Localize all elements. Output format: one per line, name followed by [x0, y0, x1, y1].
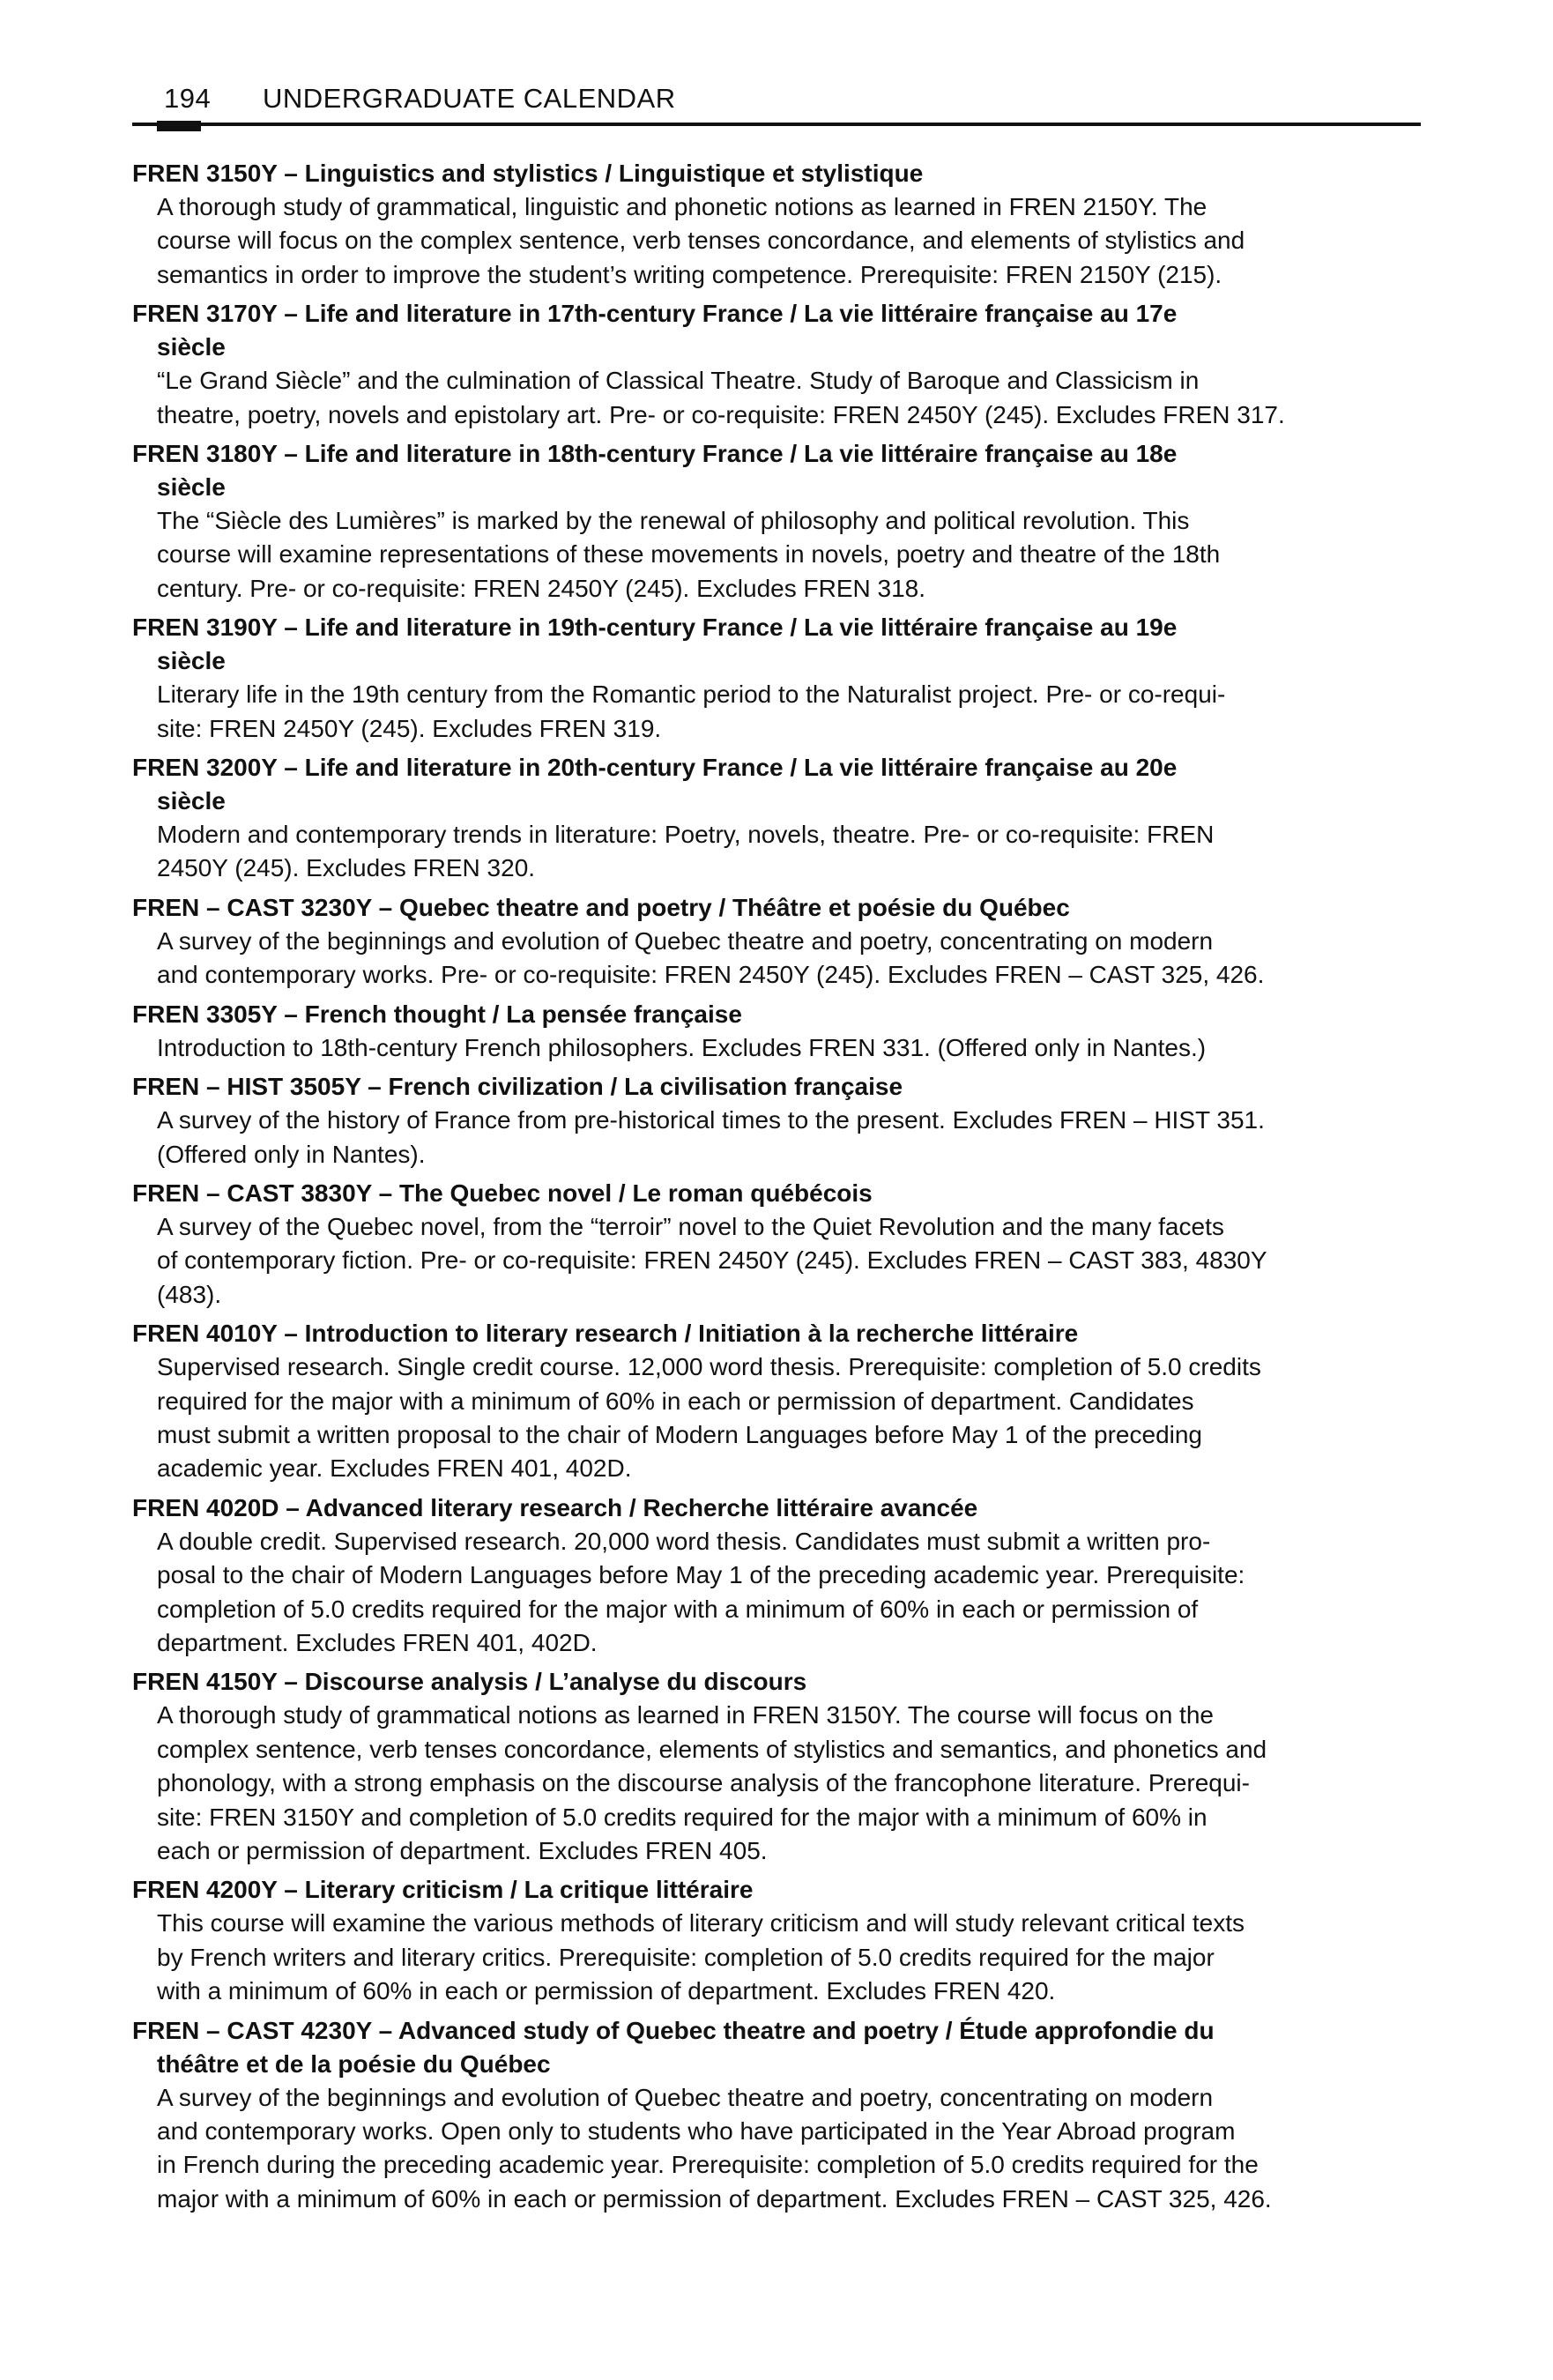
course-entry: [132, 2014, 1421, 2217]
course-description-line: major with a minimum of 60% in each or permission of department. Excludes FREN – CAST 325, 426.: [157, 2184, 1272, 2213]
course-entry: [132, 1317, 1421, 1486]
course-title-line: siècle: [157, 333, 226, 361]
course-title-line: FREN 3170Y – Life and literature in 17th-century France / La vie littéraire française au 17e: [132, 300, 1178, 328]
course-description-line: academic year. Excludes FREN 401, 402D.: [157, 1454, 632, 1483]
course-entry: [132, 157, 1421, 292]
course-description: [132, 364, 1421, 432]
course-description-line: completion of 5.0 credits required for the major with a minimum of 60% in each or permission of: [157, 1595, 1199, 1623]
course-description-line: required for the major with a minimum of 60% in each or permission of department. Candidates: [157, 1387, 1194, 1415]
course-description: [132, 1350, 1421, 1486]
course-description-line: site: FREN 2450Y (245). Excludes FREN 319.: [157, 714, 662, 742]
course-description-line: with a minimum of 60% in each or permission of department. Excludes FREN 420.: [157, 1977, 1056, 2005]
course-title-line: FREN – CAST 3830Y – The Quebec novel / Le roman québécois: [132, 1179, 873, 1207]
course-description: [132, 678, 1421, 746]
course-entry: [132, 1873, 1421, 2008]
course-title-line: siècle: [157, 473, 226, 502]
course-entry: [132, 891, 1421, 993]
course-description-line: Introduction to 18th-century French philosophers. Excludes FREN 331. (Offered only in Nantes.): [157, 1033, 1207, 1061]
course-title-line: FREN 4200Y – Literary criticism / La critique littéraire: [132, 1876, 754, 1904]
course-title-line: siècle: [157, 787, 226, 815]
course-title-line: FREN – CAST 3230Y – Quebec theatre and poetry / Théâtre et poésie du Québec: [132, 893, 1070, 921]
course-entry: [132, 1665, 1421, 1868]
course-title: [132, 1177, 1421, 1210]
course-description-line: century. Pre- or co-requisite: FREN 2450Y (245). Excludes FREN 318.: [157, 574, 925, 602]
course-description-line: each or permission of department. Excludes FREN 405.: [157, 1837, 768, 1864]
course-entry: [132, 437, 1421, 606]
course-description-line: and contemporary works. Open only to students who have participated in the Year Abroad program: [157, 2117, 1236, 2146]
course-title-line: FREN 3180Y – Life and literature in 18th-century France / La vie littéraire française au 18e: [132, 440, 1178, 468]
course-list: [132, 157, 1421, 2221]
course-entry: [132, 611, 1421, 746]
course-title-line: FREN 4020D – Advanced literary research / Recherche littéraire avancée: [132, 1493, 978, 1521]
course-description-line: in French during the preceding academic year. Prerequisite: completion of 5.0 credits required for the: [157, 2151, 1259, 2179]
course-description: [132, 1525, 1421, 1661]
page-header: [132, 81, 1421, 134]
course-title-line: FREN 3200Y – Life and literature in 20th-century France / La vie littéraire française au 20e: [132, 754, 1178, 782]
course-description-line: posal to the chair of Modern Languages before May 1 of the preceding academic year. Prerequisite:: [157, 1561, 1245, 1589]
course-title-line: FREN 3305Y – French thought / La pensée française: [132, 1000, 742, 1028]
course-description: [132, 2081, 1421, 2217]
course-description: [132, 1031, 1421, 1065]
course-description-line: course will focus on the complex sentence, verb tenses concordance, and elements of stylistics and: [157, 227, 1245, 255]
course-description: [132, 818, 1421, 886]
header-rule: [132, 123, 1421, 126]
course-title-line: FREN – CAST 4230Y – Advanced study of Quebec theatre and poetry / Étude approfondie du: [132, 2016, 1215, 2044]
course-description-line: A double credit. Supervised research. 20,000 word thesis. Candidates must submit a written pro-: [157, 1527, 1211, 1555]
course-description-line: This course will examine the various methods of literary criticism and will study relevant critical texts: [157, 1909, 1245, 1937]
course-title: [132, 751, 1421, 818]
course-description-line: The “Siècle des Lumières” is marked by the renewal of philosophy and political revolution. This: [157, 507, 1190, 535]
course-description-line: A survey of the beginnings and evolution of Quebec theatre and poetry, concentrating on modern: [157, 2083, 1214, 2111]
running-title: UNDERGRADUATE CALENDAR: [263, 83, 676, 114]
course-title: [132, 891, 1421, 925]
course-description-line: 2450Y (245). Excludes FREN 320.: [157, 854, 536, 882]
course-description: [132, 925, 1421, 993]
course-entry: [132, 297, 1421, 432]
course-description-line: course will examine representations of these movements in novels, poetry and theatre of the 18th: [157, 540, 1221, 569]
course-entry: [132, 1177, 1421, 1312]
page-number: 194: [164, 83, 212, 114]
course-description: [132, 190, 1421, 292]
course-title: [132, 998, 1421, 1031]
course-description-line: “Le Grand Siècle” and the culmination of Classical Theatre. Study of Baroque and Classicism in: [157, 367, 1200, 395]
course-entry: [132, 1491, 1421, 1661]
course-title: [132, 437, 1421, 504]
course-description-line: site: FREN 3150Y and completion of 5.0 credits required for the major with a minimum of 60% in: [157, 1803, 1207, 1831]
course-title-line: siècle: [157, 647, 226, 675]
course-description-line: department. Excludes FREN 401, 402D.: [157, 1628, 598, 1656]
course-description: [132, 1699, 1421, 1868]
course-title: [132, 1491, 1421, 1525]
course-description-line: Literary life in the 19th century from the Romantic period to the Naturalist project. Pre- or co-requi-: [157, 681, 1226, 709]
course-description-line: of contemporary fiction. Pre- or co-requisite: FREN 2450Y (245). Excludes FREN – CAST 383, 4830Y: [157, 1246, 1267, 1275]
course-title: [132, 1873, 1421, 1907]
course-description-line: A thorough study of grammatical, linguistic and phonetic notions as learned in FREN 2150Y. The: [157, 193, 1207, 220]
course-title: [132, 1070, 1421, 1104]
course-description-line: by French writers and literary critics. Prerequisite: completion of 5.0 credits required for the major: [157, 1943, 1215, 1971]
header-tab-marker: [157, 121, 201, 131]
course-description-line: must submit a written proposal to the chair of Modern Languages before May 1 of the preceding: [157, 1420, 1203, 1448]
course-description-line: Modern and contemporary trends in literature: Poetry, novels, theatre. Pre- or co-requisite: FREN: [157, 821, 1215, 849]
course-title: [132, 611, 1421, 678]
course-description-line: A thorough study of grammatical notions as learned in FREN 3150Y. The course will focus on the: [157, 1701, 1214, 1729]
course-entry: [132, 751, 1421, 886]
course-description: [132, 504, 1421, 606]
course-description-line: semantics in order to improve the student’s writing competence. Prerequisite: FREN 2150Y (215).: [157, 260, 1222, 288]
course-description-line: Supervised research. Single credit course. 12,000 word thesis. Prerequisite: completion of 5.0 credits: [157, 1353, 1261, 1381]
course-title-line: FREN 4150Y – Discourse analysis / L’analyse du discours: [132, 1668, 807, 1696]
course-description: [132, 1907, 1421, 2008]
course-description-line: (Offered only in Nantes).: [157, 1140, 426, 1168]
course-title: [132, 1317, 1421, 1350]
course-title-line: FREN 4010Y – Introduction to literary research / Initiation à la recherche littéraire: [132, 1320, 1079, 1348]
course-description-line: A survey of the history of France from pre-historical times to the present. Excludes FREN – HIST 351.: [157, 1106, 1265, 1134]
course-description-line: theatre, poetry, novels and epistolary art. Pre- or co-requisite: FREN 2450Y (245). Excludes FREN 317.: [157, 400, 1285, 428]
course-description-line: phonology, with a strong emphasis on the discourse analysis of the francophone literature. Prerequi-: [157, 1769, 1250, 1797]
course-title: [132, 157, 1421, 190]
course-description-line: and contemporary works. Pre- or co-requisite: FREN 2450Y (245). Excludes FREN – CAST 325, 426.: [157, 961, 1265, 989]
course-title-line: FREN 3150Y – Linguistics and stylistics / Linguistique et stylistique: [132, 160, 924, 187]
course-entry: [132, 998, 1421, 1065]
course-title: [132, 2014, 1421, 2081]
course-title: [132, 1665, 1421, 1699]
course-title-line: FREN 3190Y – Life and literature in 19th-century France / La vie littéraire française au 19e: [132, 614, 1178, 642]
course-title-line: FREN – HIST 3505Y – French civilization / La civilisation française: [132, 1073, 903, 1101]
course-description-line: complex sentence, verb tenses concordance, elements of stylistics and semantics, and phonetics and: [157, 1735, 1267, 1763]
course-description-line: A survey of the Quebec novel, from the “terroir” novel to the Quiet Revolution and the many facets: [157, 1212, 1224, 1240]
course-description: [132, 1104, 1421, 1171]
course-description: [132, 1210, 1421, 1312]
course-description-line: A survey of the beginnings and evolution of Quebec theatre and poetry, concentrating on modern: [157, 926, 1214, 955]
course-description-line: (483).: [157, 1280, 222, 1308]
course-entry: [132, 1070, 1421, 1171]
course-title: [132, 297, 1421, 364]
course-title-line: théâtre et de la poésie du Québec: [157, 2049, 551, 2078]
